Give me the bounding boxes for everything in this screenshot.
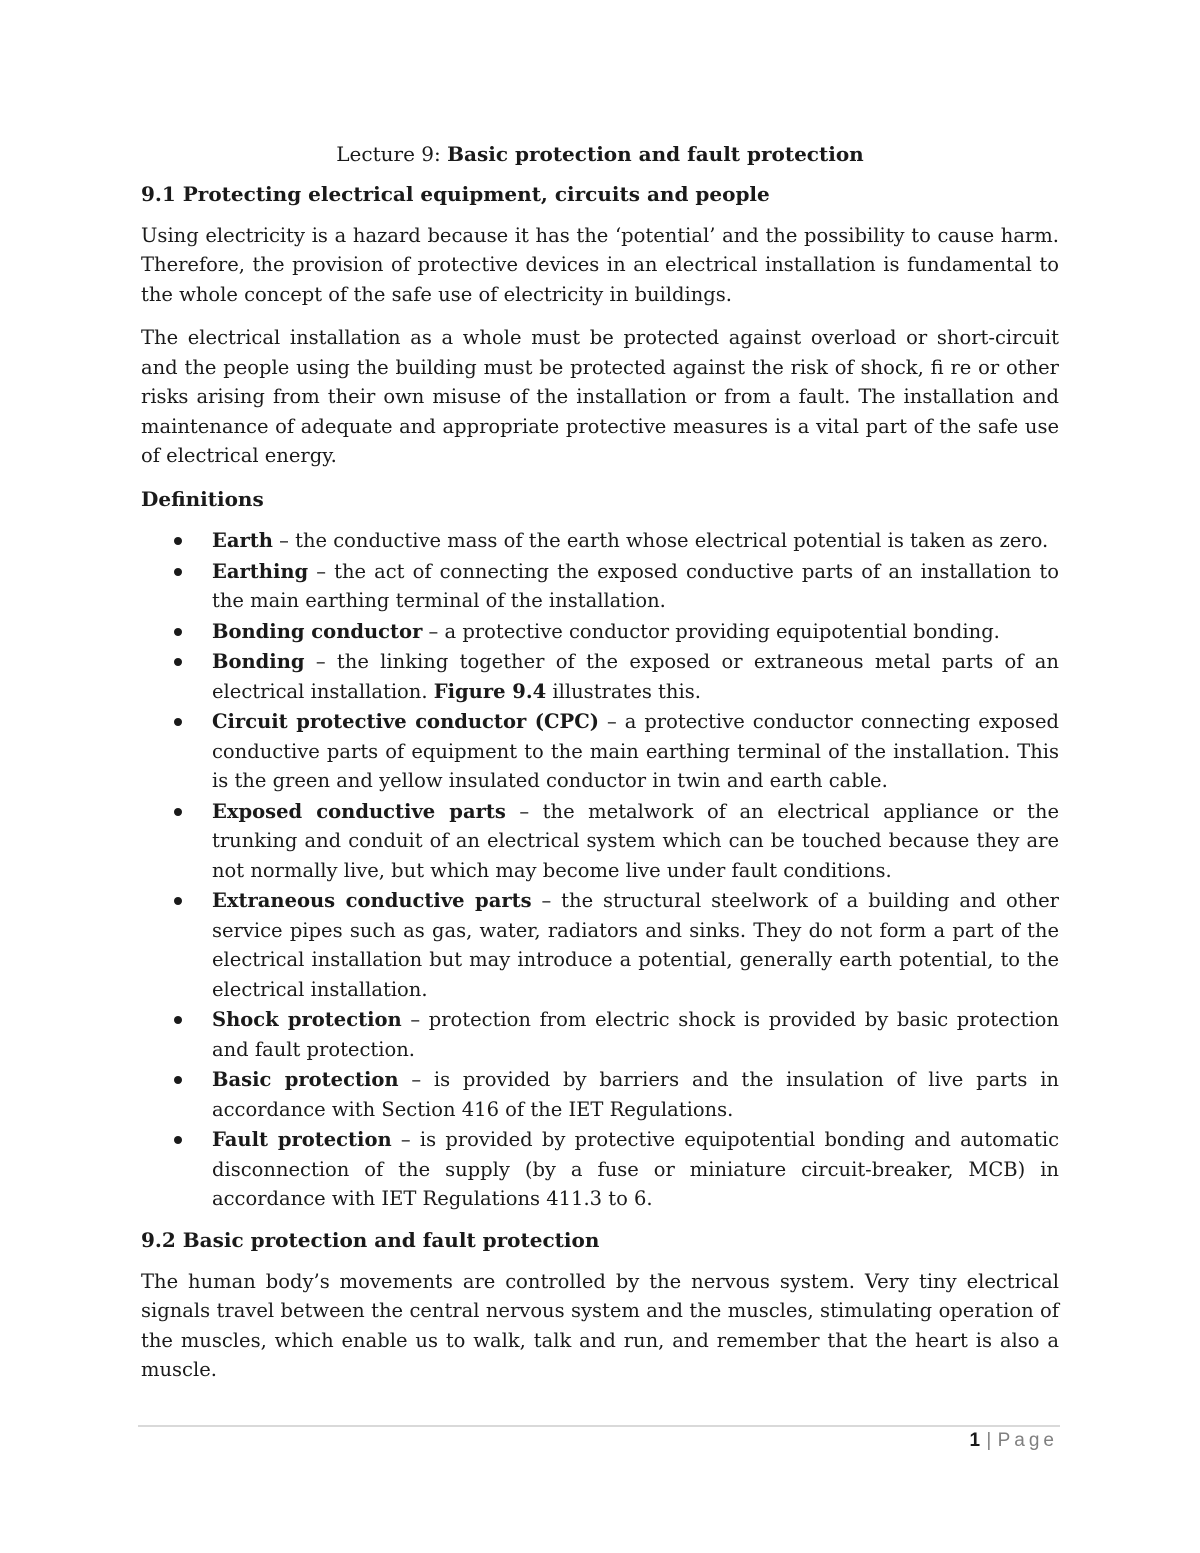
bullet-icon [174,1136,182,1144]
list-item [141,1005,1059,1064]
definition-text: – the act of connecting the exposed conductive parts of an installation to the main earthing terminal of the installation. [212,559,1059,612]
paragraph: The electrical installation as a whole must be protected against overload or short-circuit and the people using the building must be protected against the risk of shock, fi re or other risks arising from their own misuse of the installation or from a fault. The installation and maintenance of adequate and appropriate protective measures is a vital part of the safe use of electrical energy. [141,326,1059,467]
section-heading-9-2: 9.2 Basic protection and fault protection [141,1227,600,1252]
section-heading-9-1: 9.1 Protecting electrical equipment, circuits and people [141,181,770,206]
definition-term: Earth [212,529,273,552]
definition-term: Bonding conductor [212,619,423,643]
definition-text: – is provided by barriers and the insulation of live parts in accordance with Section 416 of the IET Regulations. [212,1068,1059,1121]
footer-divider [138,1425,1060,1427]
definition-text: – the metalwork of an electrical appliance or the trunking and conduit of an electrical system which can be touched because they are not normally live, but which may become live under fault conditions. [212,799,1059,882]
lecture-title [141,140,1059,170]
list-item [141,557,1059,616]
page-number: 1 [969,1430,981,1451]
list-item [141,707,1059,796]
definition-text: – the conductive mass of the earth whose electrical potential is taken as zero. [272,529,1049,552]
definition-term: Basic protection [212,1068,399,1091]
bullet-icon [174,1076,182,1084]
list-item [141,1065,1059,1124]
definition-text: – protection from electric shock is provided by basic protection and fault protection. [212,1008,1059,1061]
definition-term: Bonding [212,650,305,673]
lecture-label: Lecture 9 [336,142,434,166]
definition-text: – a protective conductor providing equipotential bonding. [422,619,1000,643]
definition-text: – the structural steelwork of a building and other service pipes such as gas, water, radiators and sinks. They do not form a part of the electrical installation but may introduce a potential, generally earth potential, to the electrical installation. [212,889,1059,1001]
page-footer [970,1430,1058,1452]
title-separator: : [433,142,448,166]
definition-term: Exposed conductive parts [212,799,506,823]
bullet-icon [174,568,182,576]
page-content [141,140,1059,1399]
definition-term: Earthing [212,559,309,583]
bullet-icon [174,897,182,905]
list-item [141,617,1059,647]
definition-text-after: illustrates this. [546,679,701,703]
definition-text: – the linking together of the exposed or extraneous metal parts of an electrical installation. [212,650,1059,703]
list-item [141,1125,1059,1214]
definition-term: Extraneous conductive parts [212,889,532,912]
definition-term: Shock protection [212,1008,402,1031]
lecture-title-text: Basic protection and fault protection [447,142,864,166]
list-item [141,647,1059,706]
definition-term: Circuit protective conductor (CPC) [212,710,599,733]
list-item [141,526,1059,556]
definition-text: – a protective conductor connecting exposed conductive parts of equipment to the main earthing terminal of the installation. This is the green and yellow insulated conductor in twin and earth cable. [212,710,1060,792]
definitions-list [141,526,1059,1214]
page-label: Page [997,1430,1058,1451]
list-item [141,797,1059,886]
bullet-icon [174,537,182,545]
definition-text: – is provided by protective equipotential bonding and automatic disconnection of the supply (by a fuse or miniature circuit-breaker, MCB) in accordance with IET Regulations 411.3 to 6. [212,1128,1059,1210]
definitions-heading: Definitions [141,486,264,511]
figure-reference: Figure 9.4 [433,679,547,703]
page-separator: | [980,1430,998,1451]
bullet-icon [174,808,182,816]
bullet-icon [174,718,182,726]
paragraph: The human body’s movements are controlled by the nervous system. Very tiny electrical signals travel between the central nervous system and the muscles, stimulating operation of the muscles, which enable us to walk, talk and run, and remember that the heart is also a muscle. [141,1269,1059,1381]
definition-term: Fault protection [212,1128,392,1151]
paragraph: Using electricity is a hazard because it has the ‘potential’ and the possibility to cause harm. Therefore, the provision of protective devices in an electrical installation is fundamental to the whole concept of the safe use of electricity in buildings. [141,223,1059,306]
bullet-icon [174,1016,182,1024]
list-item [141,886,1059,1004]
bullet-icon [174,658,182,666]
bullet-icon [174,628,182,636]
